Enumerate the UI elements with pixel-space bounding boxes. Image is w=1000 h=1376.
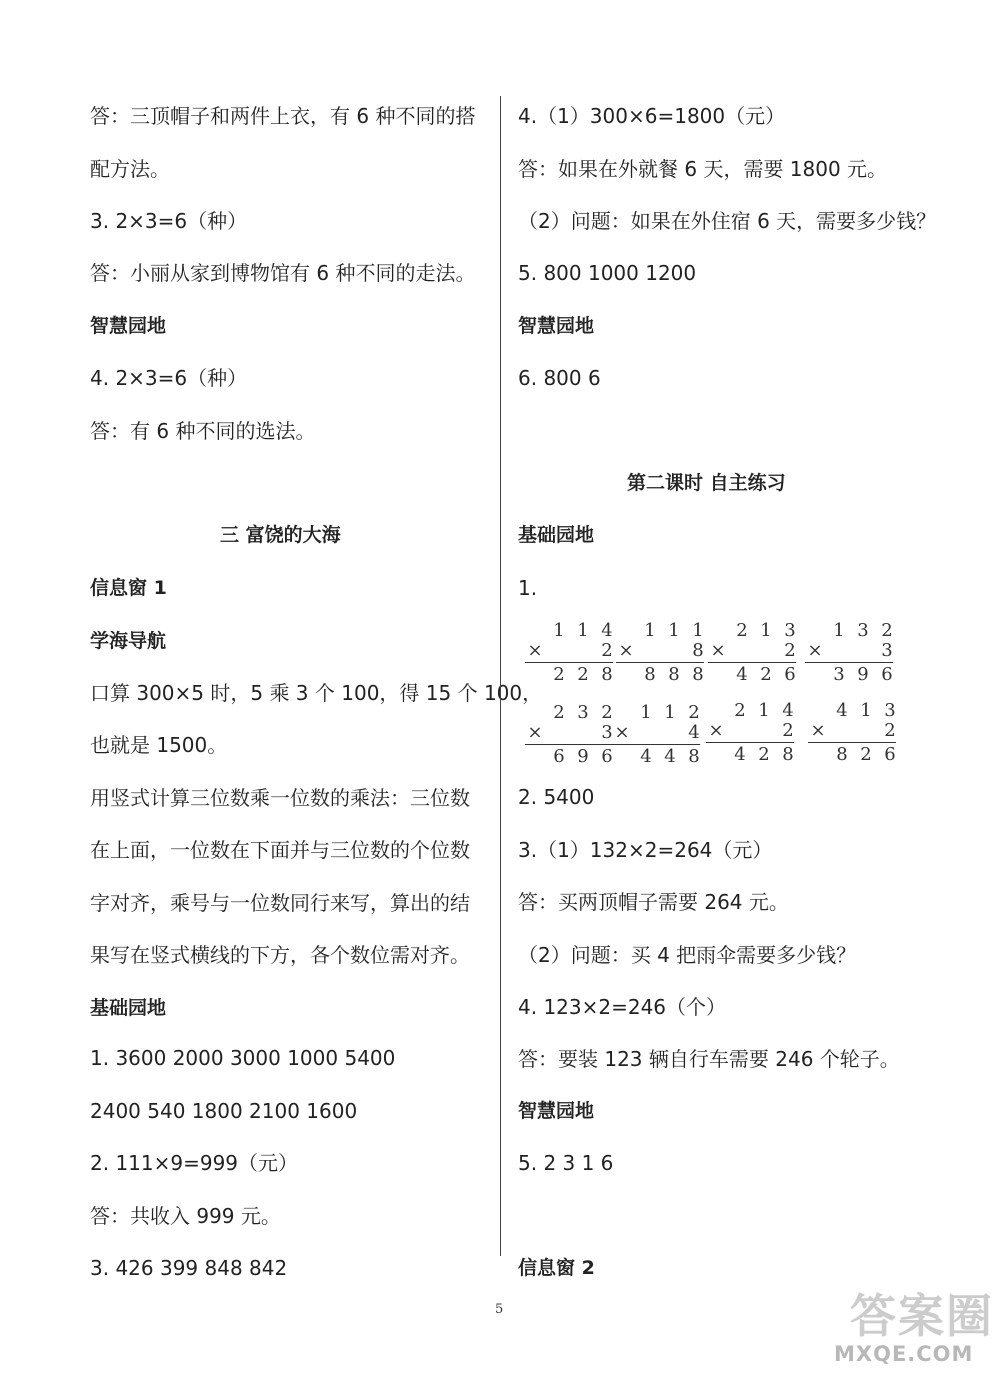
calc-multiplier: 3 <box>601 722 613 743</box>
calc-top-digit: 2 <box>734 700 746 721</box>
vertical-calc <box>616 620 706 686</box>
calc-top-digit: 1 <box>553 620 565 641</box>
times-sign: × <box>708 720 724 741</box>
calc-result-digit: 8 <box>688 746 700 767</box>
left-line: 配方法。 <box>90 157 170 181</box>
left-line: 答：小丽从家到博物馆有 6 种不同的走法。 <box>90 261 476 285</box>
calc-rule <box>616 662 704 663</box>
calc-top-digit: 3 <box>784 620 796 641</box>
left-line: 字对齐，乘号与一位数同行来写，算出的结 <box>90 891 470 915</box>
calc-result-digit: 8 <box>668 664 680 685</box>
calc-top-digit: 1 <box>640 702 652 723</box>
calc-result-digit: 2 <box>577 664 589 685</box>
left-line: 学海导航 <box>90 630 167 652</box>
right-bottom-line: 4. 123×2=246（个） <box>518 995 727 1019</box>
calc-result-digit: 4 <box>734 744 746 765</box>
times-sign: × <box>810 720 826 741</box>
calc-result-digit: 8 <box>601 664 613 685</box>
times-sign: × <box>614 722 630 743</box>
right-top-line: 6. 800 6 <box>518 366 601 390</box>
left-line: 口算 300×5 时，5 乘 3 个 100，得 15 个 100， <box>90 681 543 705</box>
right-mid-line: 基础园地 <box>518 524 595 546</box>
calc-rule <box>525 662 613 663</box>
calc-top-digit: 3 <box>577 702 589 723</box>
calc-multiplier: 2 <box>782 720 794 741</box>
calc-top-digit: 1 <box>758 700 770 721</box>
right-top-line: 智慧园地 <box>518 315 595 337</box>
vertical-calc <box>612 702 702 768</box>
times-sign: × <box>710 640 726 661</box>
watermark-site: MXQE.COM <box>834 1342 974 1366</box>
calc-top-digit: 1 <box>664 702 676 723</box>
left-line: 智慧园地 <box>90 315 167 337</box>
calc-top-digit: 4 <box>601 620 613 641</box>
left-line: 基础园地 <box>90 997 167 1019</box>
left-line: 三 富饶的大海 <box>220 524 341 546</box>
calc-result-digit: 6 <box>881 664 893 685</box>
calc-result-digit: 6 <box>553 746 565 767</box>
lesson-heading: 第二课时 自主练习 <box>627 472 786 494</box>
calc-multiplier: 3 <box>881 640 893 661</box>
calc-rule <box>805 662 893 663</box>
right-bottom-line: 信息窗 2 <box>518 1257 595 1279</box>
right-bottom-line: 2. 5400 <box>518 785 595 809</box>
times-sign: × <box>618 640 634 661</box>
calc-top-digit: 1 <box>577 620 589 641</box>
vertical-calc <box>706 700 796 766</box>
left-line: 1. 3600 2000 3000 1000 5400 <box>90 1046 396 1070</box>
right-bottom-line: 智慧园地 <box>518 1100 595 1122</box>
calc-top-digit: 1 <box>668 620 680 641</box>
calc-top-digit: 1 <box>692 620 704 641</box>
calc-result-digit: 8 <box>692 664 704 685</box>
left-line: 4. 2×3=6（种） <box>90 366 248 390</box>
calc-result-digit: 2 <box>553 664 565 685</box>
watermark-logo: 答案圈 <box>850 1289 994 1343</box>
calc-top-digit: 3 <box>884 700 896 721</box>
times-sign: × <box>527 722 543 743</box>
calc-result-digit: 2 <box>760 664 772 685</box>
times-sign: × <box>807 640 823 661</box>
calc-rule <box>708 662 796 663</box>
calc-result-digit: 6 <box>884 744 896 765</box>
vertical-calc <box>805 620 895 686</box>
left-line: 答：共收入 999 元。 <box>90 1204 281 1228</box>
vertical-calc <box>808 700 898 766</box>
calc-top-digit: 2 <box>688 702 700 723</box>
left-line: 3. 426 399 848 842 <box>90 1256 288 1280</box>
calc-result-digit: 2 <box>860 744 872 765</box>
calc-rule <box>525 744 613 745</box>
right-bottom-line: 答：买两顶帽子需要 264 元。 <box>518 890 789 914</box>
calc-top-digit: 1 <box>833 620 845 641</box>
vertical-calc <box>708 620 798 686</box>
right-bottom-line: 答：要装 123 辆自行车需要 246 个轮子。 <box>518 1047 900 1071</box>
calc-top-digit: 2 <box>553 702 565 723</box>
calc-top-digit: 2 <box>736 620 748 641</box>
calc-rule <box>706 742 794 743</box>
vertical-calc <box>525 702 615 768</box>
left-line: 2. 111×9=999（元） <box>90 1151 299 1175</box>
left-line: 答：有 6 种不同的选法。 <box>90 419 316 443</box>
right-top-line: （2）问题：如果在外住宿 6 天，需要多少钱？ <box>518 209 937 233</box>
calc-multiplier: 2 <box>884 720 896 741</box>
calc-top-digit: 2 <box>601 702 613 723</box>
right-top-line: 答：如果在外就餐 6 天，需要 1800 元。 <box>518 157 888 181</box>
calc-result-digit: 6 <box>601 746 613 767</box>
calc-multiplier: 8 <box>692 640 704 661</box>
calc-result-digit: 4 <box>640 746 652 767</box>
left-line: 信息窗 1 <box>90 577 167 599</box>
calc-result-digit: 3 <box>833 664 845 685</box>
calc-top-digit: 1 <box>644 620 656 641</box>
calc-rule <box>612 744 700 745</box>
calc-result-digit: 9 <box>857 664 869 685</box>
calc-result-digit: 4 <box>736 664 748 685</box>
left-line: 也就是 1500。 <box>90 733 228 757</box>
calc-top-digit: 4 <box>782 700 794 721</box>
calc-multiplier: 4 <box>688 722 700 743</box>
right-bottom-line: 3.（1）132×2=264（元） <box>518 838 773 862</box>
left-line: 在上面，一位数在下面并与三位数的个位数 <box>90 838 470 862</box>
calc-result-digit: 8 <box>644 664 656 685</box>
left-line: 2400 540 1800 2100 1600 <box>90 1099 358 1123</box>
calc-rule <box>808 742 896 743</box>
right-bottom-line: 5. 2 3 1 6 <box>518 1151 614 1175</box>
calc-top-digit: 3 <box>857 620 869 641</box>
calc-top-digit: 1 <box>860 700 872 721</box>
calc-top-digit: 4 <box>836 700 848 721</box>
calc-result-digit: 8 <box>836 744 848 765</box>
vertical-calc <box>525 620 615 686</box>
calc-top-digit: 1 <box>760 620 772 641</box>
right-bottom-line: （2）问题：买 4 把雨伞需要多少钱？ <box>518 943 857 967</box>
calc-result-digit: 4 <box>664 746 676 767</box>
calc-result-digit: 6 <box>784 664 796 685</box>
right-top-line: 4.（1）300×6=1800（元） <box>518 104 786 128</box>
calc-result-digit: 9 <box>577 746 589 767</box>
left-line: 答：三顶帽子和两件上衣，有 6 种不同的搭 <box>90 104 476 128</box>
column-divider <box>500 96 501 1256</box>
left-line: 用竖式计算三位数乘一位数的乘法：三位数 <box>90 786 470 810</box>
page-number: 5 <box>495 1302 504 1317</box>
watermark <box>820 1280 995 1370</box>
calc-multiplier: 2 <box>784 640 796 661</box>
right-mid-line: 1. <box>518 576 538 600</box>
times-sign: × <box>527 640 543 661</box>
left-line: 3. 2×3=6（种） <box>90 209 248 233</box>
right-top-line: 5. 800 1000 1200 <box>518 261 697 285</box>
calc-top-digit: 2 <box>881 620 893 641</box>
calc-result-digit: 8 <box>782 744 794 765</box>
calc-multiplier: 2 <box>601 640 613 661</box>
calc-result-digit: 2 <box>758 744 770 765</box>
left-line: 果写在竖式横线的下方，各个数位需对齐。 <box>90 943 470 967</box>
